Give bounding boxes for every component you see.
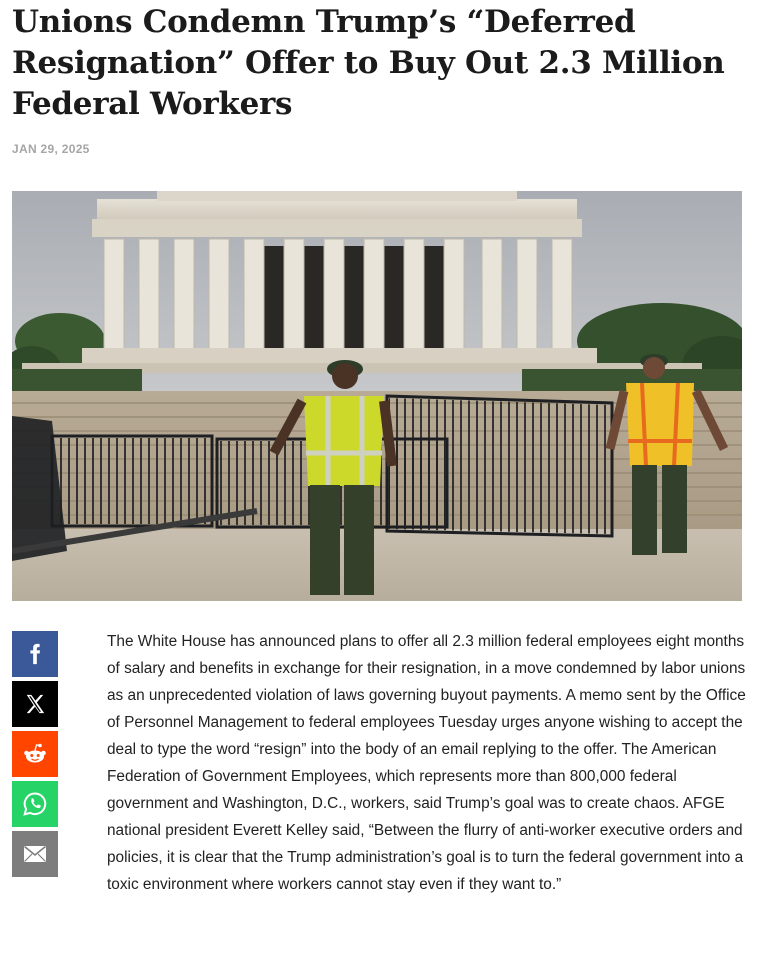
facebook-share-button[interactable] (12, 631, 58, 677)
whatsapp-share-button[interactable] (12, 781, 58, 827)
envelope-icon (23, 845, 47, 863)
article-headline: Unions Condemn Trump’s “Deferred Resignation” Offer to Buy Out 2.3 Million Federal Workers (12, 4, 725, 122)
reddit-icon (22, 741, 48, 767)
hero-photo (12, 191, 742, 601)
whatsapp-icon (22, 791, 48, 817)
x-icon (24, 693, 46, 715)
article-date: JAN 29, 2025 (12, 142, 90, 156)
facebook-icon (24, 643, 46, 665)
x-share-button[interactable] (12, 681, 58, 727)
article-body: The White House has announced plans to offer all 2.3 million federal employees eight months of salary and benefits in exchange for their resignation, in a move condemned by labor unions as an unprecedented violation of laws governing buyout payments. A memo sent by the Office of Personnel Management to federal employees Tuesday urges anyone wishing to accept the deal to type the word “resign” into the body of an email replying to the offer. The American Federation of Government Employees, which represents more than 800,000 federal government and Washington, D.C., workers, said Trump’s goal was to create chaos. AFGE national president Everett Kelley said, “Between the flurry of anti-worker executive orders and policies, it is clear that the Trump administration’s goal is to turn the federal government into a toxic environment where workers cannot stay even if they want to.” (107, 633, 746, 893)
email-share-button[interactable] (12, 831, 58, 877)
share-bar (12, 631, 58, 881)
reddit-share-button[interactable] (12, 731, 58, 777)
